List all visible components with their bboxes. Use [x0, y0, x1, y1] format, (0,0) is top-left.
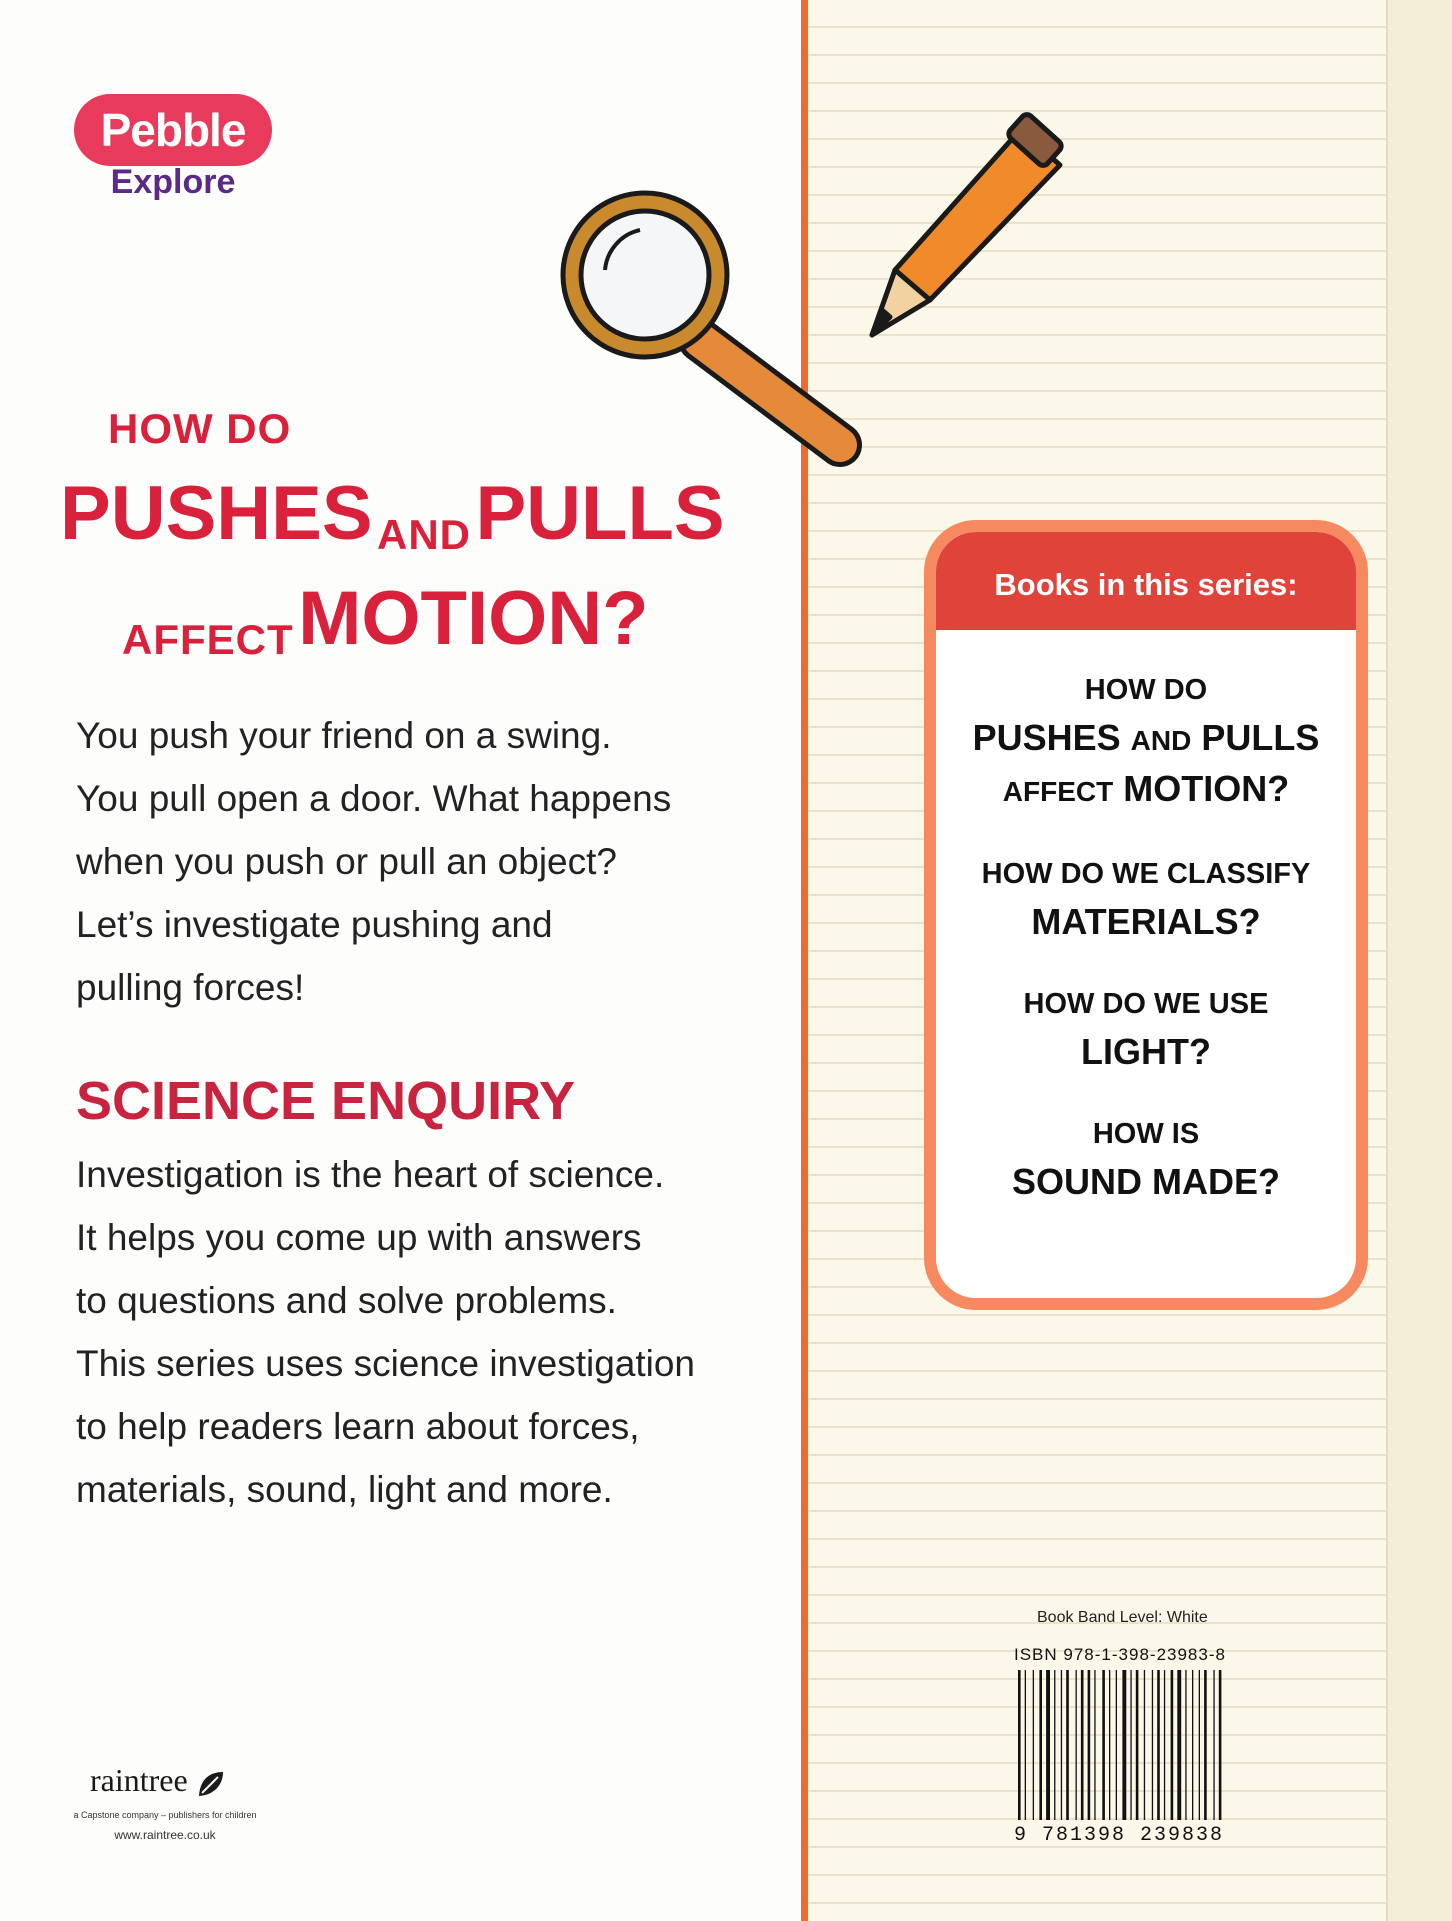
cover-edge [1386, 0, 1452, 1921]
series-heading: Books in this series: [936, 532, 1356, 630]
book-3-line-2: LIGHT? [1081, 1031, 1211, 1072]
enquiry-line: This series uses science investigation [76, 1343, 696, 1384]
barcode-bar [1039, 1670, 1042, 1820]
book-1-and: AND [1130, 725, 1192, 756]
enquiry-line: to questions and solve problems. [76, 1280, 617, 1321]
intro-line: when you push or pull an object? [76, 841, 617, 882]
intro-line: Let’s investigate pushing and [76, 904, 553, 945]
publisher-logo [90, 1762, 226, 1799]
barcode-bar [1164, 1670, 1165, 1820]
book-1-affect: AFFECT [1002, 776, 1114, 807]
barcode-bar [1076, 1670, 1077, 1820]
barcode-bar [1130, 1670, 1131, 1820]
title-line-3 [122, 575, 649, 664]
barcode-bar [1102, 1670, 1105, 1820]
publisher-tagline: a Capstone company – publishers for children [73, 1810, 257, 1820]
barcode-bar [1122, 1670, 1126, 1820]
barcode-bar [1088, 1670, 1091, 1820]
barcode-number: 9 781398 239838 [1014, 1824, 1225, 1847]
title-pushes: PUSHES [60, 471, 373, 556]
series-book-4 [936, 1110, 1356, 1206]
barcode-bar [1192, 1670, 1193, 1820]
barcode-bar [1157, 1670, 1160, 1820]
leaf-icon [196, 1769, 226, 1799]
series-book-2 [936, 850, 1356, 946]
barcode-bar [1061, 1670, 1062, 1820]
enquiry-paragraph [76, 1143, 695, 1521]
barcode-bar [1094, 1670, 1095, 1820]
isbn-text: ISBN 978-1-398-23983-8 [1014, 1645, 1226, 1664]
barcode-bar [1025, 1670, 1026, 1820]
book-1-line-3 [936, 765, 1356, 816]
intro-line: You push your friend on a swing. [76, 715, 612, 756]
barcode-bar [1109, 1670, 1110, 1820]
pebble-logo: Pebble [74, 94, 272, 166]
barcode-bar [1033, 1670, 1034, 1820]
book-3-line-1: HOW DO WE USE [1023, 988, 1269, 1020]
book-band-level: Book Band Level: White [1037, 1609, 1208, 1626]
publisher-name: raintree [90, 1762, 188, 1798]
barcode-bar [1199, 1670, 1200, 1820]
explore-logo-text: Explore [110, 163, 236, 201]
barcode-bar [1018, 1670, 1021, 1820]
series-box [924, 520, 1368, 1310]
barcode-bar [1177, 1670, 1181, 1820]
enquiry-line: to help readers learn about forces, [76, 1406, 640, 1447]
book-4-line-1: HOW IS [1092, 1118, 1200, 1150]
barcode-bar [1066, 1670, 1069, 1820]
series-book-3 [936, 980, 1356, 1076]
series-book-1 [936, 666, 1356, 816]
intro-paragraph [76, 704, 671, 1019]
enquiry-line: Investigation is the heart of science. [76, 1154, 665, 1195]
science-enquiry-heading: SCIENCE ENQUIRY [76, 1071, 576, 1131]
book-1-line-2 [936, 714, 1356, 765]
book-1-motion: MOTION? [1123, 768, 1290, 809]
barcode-bar [1204, 1670, 1207, 1820]
barcode [1014, 1670, 1234, 1820]
barcode-bar [1219, 1670, 1222, 1820]
intro-line: You pull open a door. What happens [76, 778, 672, 819]
magnifying-glass-icon [540, 190, 880, 480]
title-motion: MOTION? [298, 576, 649, 661]
pencil-icon [860, 110, 1090, 350]
enquiry-line: materials, sound, light and more. [76, 1469, 613, 1510]
barcode-bar [1152, 1670, 1153, 1820]
book-1-pulls: PULLS [1201, 717, 1320, 758]
enquiry-line: It helps you come up with answers [76, 1217, 642, 1258]
title-and: AND [377, 510, 471, 558]
barcode-bar [1171, 1670, 1174, 1820]
book-1-pushes: PUSHES [972, 717, 1121, 758]
barcode-bar [1144, 1670, 1145, 1820]
title-affect: AFFECT [122, 615, 294, 663]
publisher-url: www.raintree.co.uk [114, 1828, 216, 1842]
book-2-line-1: HOW DO WE CLASSIFY [981, 858, 1311, 890]
book-2-line-2: MATERIALS? [1031, 901, 1261, 942]
barcode-bar [1054, 1670, 1055, 1820]
intro-line: pulling forces! [76, 967, 305, 1008]
title-line-2 [60, 470, 725, 559]
barcode-bar [1116, 1670, 1117, 1820]
barcode-bar [1046, 1670, 1050, 1820]
barcode-bar [1136, 1670, 1139, 1820]
book-4-line-2: SOUND MADE? [1012, 1161, 1280, 1202]
barcode-bar [1081, 1670, 1084, 1820]
title-pulls: PULLS [475, 471, 725, 556]
book-1-line-1: HOW DO [1084, 674, 1208, 706]
title-line-1: HOW DO [108, 405, 292, 452]
barcode-bar [1185, 1670, 1186, 1820]
barcode-bar [1213, 1670, 1214, 1820]
